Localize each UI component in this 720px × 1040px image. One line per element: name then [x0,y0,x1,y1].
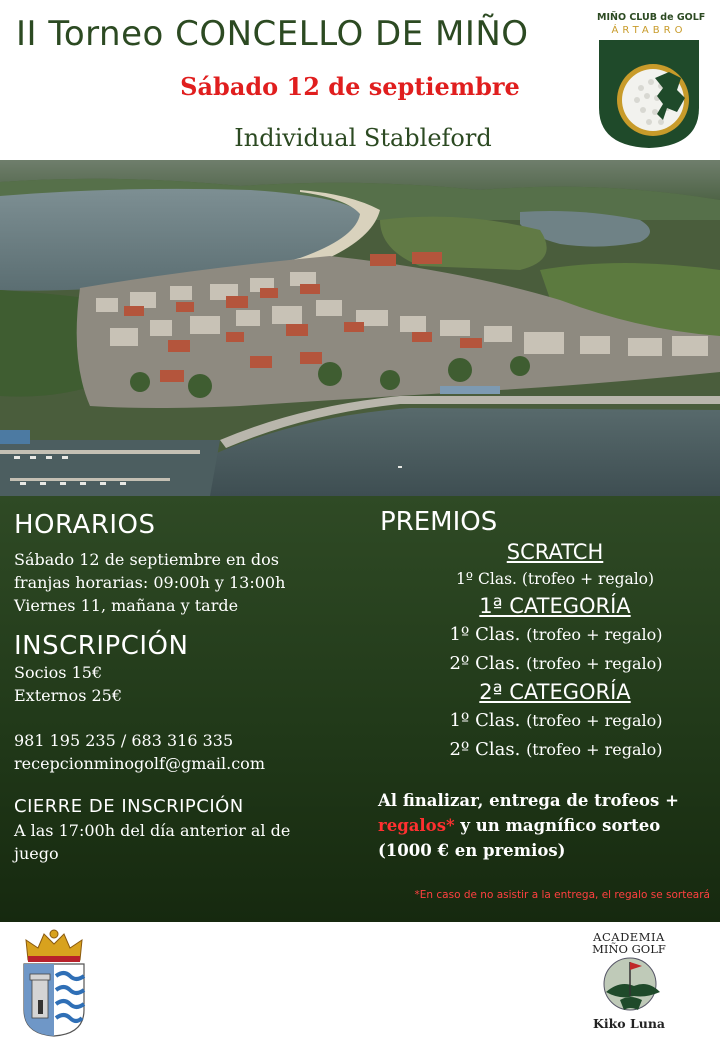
final-line-1: Al finalizar, entrega de trofeos + [378,791,679,810]
final-line-3: (1000 € en premios) [378,841,566,860]
contact-email: recepcionminogolf@gmail.com [14,754,265,773]
category-2-title: 2ª CATEGORÍA [479,680,631,704]
aerial-photo [0,160,720,496]
closing-heading: CIERRE DE INSCRIPCIÓN [14,796,244,817]
club-logo-sub: ÁRTABRO [611,25,687,36]
tournament-format: Individual Stableford [234,124,492,152]
golf-flag-icon [590,956,668,1016]
final-gifts: regalos* [378,816,455,835]
poster-header [0,0,720,160]
prize-detail: (trofeo + regalo) [526,711,663,730]
info-panel [0,496,720,922]
final-line-2 [378,813,712,838]
prize-detail: (trofeo + regalo) [526,740,663,759]
registration-fee-members: Socios 15€ [14,663,103,682]
registration-fee-external: Externos 25€ [14,686,123,705]
category-2-prize [400,735,712,764]
academia-line-3: Kiko Luna [592,1016,666,1031]
prizes-heading: PREMIOS [380,507,498,537]
schedule-line: franjas horarias: 09:00h y 13:00h [14,573,286,592]
prize-position: 1º Clas. [449,624,521,645]
academia-line-2: MIÑO GOLF [592,942,666,956]
schedule-heading: HORARIOS [14,510,156,540]
prize-position: 2º Clas. [449,739,521,760]
final-raffle: y un magnífico sorteo [454,816,661,835]
municipal-crest-icon [20,926,88,1038]
category-1-title: 1ª CATEGORÍA [479,594,631,618]
prize-position: 2º Clas. [449,653,521,674]
schedule-line: Viernes 11, mañana y tarde [14,596,239,615]
closing-line: juego [14,844,59,863]
academia-line-1: ACADEMIA [593,930,665,944]
schedule-line: Sábado 12 de septiembre en dos [14,550,279,569]
prize-detail: (trofeo + regalo) [526,625,663,644]
club-shield-icon [597,38,701,150]
contact-phone: 981 195 235 / 683 316 335 [14,731,234,750]
category-1-prize [400,620,712,649]
registration-heading: INSCRIPCIÓN [14,631,189,661]
info-left-column [14,510,364,865]
poster-footer [0,922,720,1040]
club-logo-name: MIÑO CLUB de GOLF [597,12,706,23]
tournament-title: II Torneo CONCELLO DE MIÑO [16,14,529,54]
aerial-photo-image [0,160,720,496]
category-1-prize [400,649,712,678]
club-logo [597,12,706,152]
closing-line: A las 17:00h del día anterior al de [14,821,291,840]
final-announcement [378,788,712,863]
prize-position: 1º Clas. [449,710,521,731]
gift-footnote: *En caso de no asistir a la entrega, el regalo se sorteará [414,889,710,901]
academia-logo [580,930,678,1034]
scratch-title: SCRATCH [506,540,604,564]
scratch-prize: 1º Clas. (trofeo + regalo) [455,570,655,588]
info-right-column [378,506,712,863]
tournament-date: Sábado 12 de septiembre [180,72,520,101]
category-2-prize [400,706,712,735]
prize-detail: (trofeo + regalo) [526,654,663,673]
